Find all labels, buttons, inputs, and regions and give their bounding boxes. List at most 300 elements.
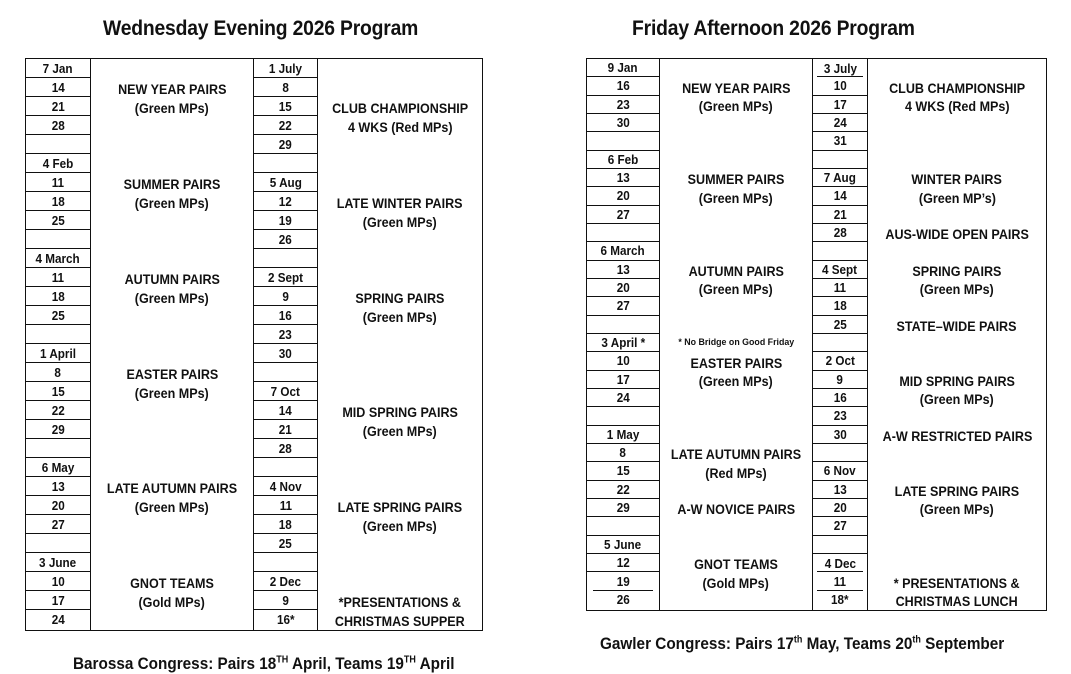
date-cell [587,591,659,609]
date-cell [26,59,90,78]
date-label: 20 [616,280,630,296]
date-cell [813,352,867,370]
date-cell [587,407,659,425]
date-label: 28 [51,117,65,133]
date-label: 2 Oct [825,353,855,369]
event-label [318,99,482,119]
date-cell [587,554,659,572]
friday-events-col-1 [660,59,813,610]
date-label: 31 [833,133,847,149]
date-cell [813,517,867,535]
date-cell [254,515,317,534]
date-cell [254,572,317,591]
gawler-congress-note: Gawler Congress: Pairs 17th May, Teams 20th September [600,634,1005,653]
date-cell [254,363,317,382]
wednesday-events-col-2 [318,59,482,630]
event-text: AUTUMN PAIRS [124,271,220,287]
event-text: SPRING PAIRS [355,290,445,306]
event-label [91,99,253,119]
date-cell [26,496,90,515]
date-cell [813,316,867,334]
date-label: 20 [833,500,847,516]
date-label: 6 March [600,243,646,259]
date-label: 9 [282,592,289,608]
date-cell [254,287,317,306]
date-label: 18* [831,592,849,608]
date-cell [587,316,659,334]
event-label [660,500,812,520]
event-label [660,333,812,353]
event-text: (Green MPs) [363,423,437,439]
date-label: 14 [833,188,847,204]
date-cell [26,382,90,401]
event-label [868,79,1046,99]
event-label [318,213,482,233]
date-label: 6 Nov [824,463,856,479]
date-cell [254,401,317,420]
date-cell [587,132,659,150]
date-cell [813,499,867,517]
date-cell [813,462,867,480]
date-cell [813,389,867,407]
date-cell [813,151,867,169]
event-label [91,574,253,594]
event-label [868,317,1046,337]
date-cell [26,97,90,116]
event-text: (Gold MPs) [702,575,770,591]
date-cell [813,279,867,297]
friday-dates-col-2 [813,59,868,610]
date-cell [587,352,659,370]
date-label: 11 [833,573,847,589]
date-label: 8 [54,364,62,380]
date-label: 16 [278,307,293,323]
date-cell [26,135,90,154]
event-label [660,170,812,190]
date-cell [813,572,867,590]
date-cell [26,211,90,230]
event-text: MID SPRING PAIRS [342,404,458,420]
date-label: 11 [279,497,292,513]
date-cell [587,261,659,279]
date-cell [254,97,317,116]
date-cell [813,407,867,425]
date-cell [587,297,659,315]
date-cell [813,59,867,77]
date-label: 25 [51,212,65,228]
date-label: 27 [616,298,630,314]
date-cell [26,439,90,458]
date-label: 23 [278,326,293,342]
event-label [91,365,253,385]
date-cell [587,517,659,535]
date-cell [587,462,659,480]
date-label: 14 [51,79,65,95]
date-cell [587,169,659,187]
event-label [318,403,482,423]
event-text: SUMMER PAIRS [687,172,785,188]
event-label [868,500,1046,520]
date-label: 22 [51,402,65,418]
date-cell [254,325,317,344]
date-label: 28 [833,225,847,241]
event-label [868,189,1046,209]
event-text: AUS-WIDE OPEN PAIRS [885,227,1029,243]
date-cell [587,334,659,352]
date-cell [813,242,867,260]
date-label: 10 [51,573,65,589]
date-cell [26,116,90,135]
date-cell [813,132,867,150]
date-label: 2 Dec [269,573,302,589]
date-label: 27 [616,206,630,222]
date-cell [813,261,867,279]
event-text: (Green MPs) [920,502,994,518]
date-label: 25 [51,307,65,323]
event-label [660,372,812,392]
date-cell [813,554,867,572]
date-label: 13 [616,170,630,186]
event-text: (Green MPs) [135,100,209,116]
date-cell [254,211,317,230]
date-label: 5 Aug [269,174,302,190]
date-label: 29 [51,421,65,437]
date-label: 27 [833,518,847,534]
date-cell [813,371,867,389]
date-cell [813,591,867,609]
date-cell [26,78,90,97]
date-cell [254,78,317,97]
date-cell [254,610,317,629]
date-label: 23 [616,96,630,112]
event-label [660,262,812,282]
date-cell [254,249,317,268]
date-label: 20 [616,188,630,204]
date-label: 14 [278,402,293,418]
date-cell [587,389,659,407]
wednesday-dates-col-2 [254,59,318,630]
event-label [868,97,1046,117]
date-cell [587,242,659,260]
event-label [318,422,482,442]
event-label [868,170,1046,190]
event-text: WINTER PAIRS [911,172,1003,188]
event-text: (Green MPs) [363,518,437,534]
date-label: 4 Feb [42,155,74,171]
date-cell [254,135,317,154]
date-label: 30 [278,345,293,361]
date-label: 6 Feb [607,151,639,167]
date-label: 12 [278,193,293,209]
date-cell [587,481,659,499]
date-label: 7 Aug [823,170,857,186]
date-label: 29 [278,136,293,152]
date-cell [254,116,317,135]
date-cell [813,77,867,95]
event-text: LATE SPRING PAIRS [894,484,1020,500]
event-text: A-W RESTRICTED PAIRS [882,429,1032,445]
friday-events-col-2 [868,59,1046,610]
event-text: (Green MPs) [699,282,773,298]
event-label [660,97,812,117]
date-cell [254,420,317,439]
event-label [318,593,482,613]
event-text: (Green MPs) [920,392,994,408]
event-text: NEW YEAR PAIRS [117,81,227,97]
date-cell [26,572,90,591]
date-cell [587,187,659,205]
date-label: 11 [51,269,65,285]
date-label: 6 May [41,459,75,475]
event-label [660,445,812,465]
event-text: STATE–WIDE PAIRS [896,319,1017,335]
date-label: 1 April [39,345,76,361]
event-text: LATE AUTUMN PAIRS [670,447,802,463]
event-label [660,574,812,594]
date-cell [813,206,867,224]
date-label: 15 [51,383,65,399]
date-cell [26,344,90,363]
event-text: (Green MPs) [699,190,773,206]
date-label: 7 Jan [43,60,73,76]
event-label [91,479,253,499]
date-cell [26,268,90,287]
date-label: 24 [616,390,630,406]
date-label: 22 [278,117,293,133]
date-cell [26,287,90,306]
event-text: (Red MPs) [705,465,767,481]
event-text: (Green MP’s) [918,190,996,206]
date-cell [254,344,317,363]
date-cell [254,192,317,211]
event-label [91,289,253,309]
date-cell [26,230,90,249]
event-label [318,289,482,309]
date-label: 23 [833,408,847,424]
date-label: 15 [278,98,293,114]
date-cell [587,536,659,554]
date-cell [813,169,867,187]
event-label [660,79,812,99]
date-label: 15 [616,463,630,479]
date-cell [254,477,317,496]
date-label: 16 [616,78,630,94]
event-label [318,118,482,138]
barossa-congress-note: Barossa Congress: Pairs 18TH April, Teams 19TH April [73,654,455,673]
date-label: 18 [51,193,65,209]
date-cell [813,297,867,315]
event-text: AUTUMN PAIRS [688,264,784,280]
event-text: 4 WKS (Red MPs) [347,119,453,135]
date-cell [587,371,659,389]
event-text: EASTER PAIRS [126,366,218,382]
event-label [91,175,253,195]
date-cell [587,499,659,517]
date-cell [254,591,317,610]
wednesday-dates-col-1 [26,59,91,630]
date-label: 9 [836,371,844,387]
date-cell [26,192,90,211]
event-label [868,390,1046,410]
date-cell [254,154,317,173]
event-label [868,225,1046,245]
wednesday-program-table [25,58,483,631]
date-label: 17 [51,592,65,608]
event-text: (Green MPs) [135,195,209,211]
event-text: (Green MPs) [135,385,209,401]
date-label: 16* [276,612,295,627]
date-label: 4 Dec [824,555,856,571]
event-text: (Green MPs) [363,214,437,230]
date-label: 19 [278,212,293,228]
event-text: NEW YEAR PAIRS [681,80,791,96]
date-cell [587,77,659,95]
date-label: 16 [833,390,847,406]
date-cell [254,59,317,78]
event-label [868,592,1046,612]
date-label: 21 [278,421,293,437]
event-text: GNOT TEAMS [694,557,778,573]
date-cell [26,591,90,610]
date-label: 13 [616,261,630,277]
date-label: 18 [278,516,293,532]
date-cell [26,515,90,534]
event-text: SUMMER PAIRS [123,176,221,192]
date-cell [254,534,317,553]
date-cell [26,173,90,192]
event-label [868,280,1046,300]
date-cell [26,553,90,572]
date-cell [26,420,90,439]
date-label: 26 [616,592,630,608]
date-label: 21 [51,98,65,114]
event-text: (Gold MPs) [138,594,206,610]
date-label: 10 [616,353,630,369]
event-text: * PRESENTATIONS & [894,575,1020,591]
event-label [318,498,482,518]
date-cell [813,426,867,444]
date-cell [587,96,659,114]
event-label [318,517,482,537]
date-cell [587,444,659,462]
date-cell [813,96,867,114]
date-cell [813,444,867,462]
date-label: 2 Sept [267,269,304,285]
date-cell [26,477,90,496]
date-cell [587,426,659,444]
event-text: (Green MPs) [699,99,773,115]
event-text: CHRISTMAS LUNCH [895,594,1019,610]
date-cell [254,458,317,477]
date-label: 30 [833,426,847,442]
date-cell [26,325,90,344]
date-label: 4 March [35,250,81,266]
date-label: 3 June [39,554,77,570]
wednesday-events-col-1 [91,59,254,630]
wednesday-program-title: Wednesday Evening 2026 Program [103,17,419,40]
date-label: 25 [278,535,293,551]
event-text: SPRING PAIRS [912,264,1002,280]
date-label: 7 Oct [270,383,301,399]
date-label: 20 [51,497,65,513]
date-cell [813,481,867,499]
date-label: 1 May [606,426,640,442]
date-label: 24 [51,612,65,627]
event-label [868,574,1046,594]
event-label [318,194,482,214]
event-text: *PRESENTATIONS & [338,594,462,610]
date-label: 27 [51,516,65,532]
date-label: 10 [833,78,847,94]
date-label: 25 [833,316,847,332]
date-cell [587,224,659,242]
date-label: 3 April * [601,335,645,351]
event-text: (Green MPs) [920,282,994,298]
date-cell [26,534,90,553]
event-label [318,612,482,632]
event-text: MID SPRING PAIRS [899,374,1015,390]
date-cell [26,154,90,173]
event-label [660,464,812,484]
event-label [660,189,812,209]
date-label: 11 [51,174,65,190]
event-label [660,354,812,374]
event-text: EASTER PAIRS [690,355,782,371]
date-label: 5 June [604,536,642,552]
date-label: 4 Nov [269,478,302,494]
date-label: 24 [833,115,847,131]
date-label: 13 [51,478,65,494]
date-cell [254,382,317,401]
event-text: LATE SPRING PAIRS [337,499,463,515]
event-text: CLUB CHAMPIONSHIP [888,80,1026,96]
event-label [868,427,1046,447]
event-text: LATE AUTUMN PAIRS [106,480,238,496]
date-label: 4 Sept [822,261,858,277]
date-label: 30 [616,115,630,131]
date-cell [26,306,90,325]
date-label: 22 [616,481,630,497]
date-label: 19 [616,573,630,589]
date-cell [26,610,90,629]
date-cell [26,249,90,268]
date-cell [587,206,659,224]
event-label [91,384,253,404]
event-label [318,308,482,328]
friday-dates-col-1 [587,59,660,610]
date-label: 28 [278,440,293,456]
event-label [660,280,812,300]
event-text: GNOT TEAMS [130,575,214,591]
event-label [91,593,253,613]
date-cell [254,496,317,515]
event-label [91,498,253,518]
date-cell [587,572,659,590]
event-text: LATE WINTER PAIRS [337,195,463,211]
event-text: A-W NOVICE PAIRS [677,502,795,518]
date-cell [254,306,317,325]
date-label: 9 [282,288,289,304]
date-cell [26,458,90,477]
date-label: 9 Jan [608,60,638,76]
friday-program-table [586,58,1047,611]
date-label: 18 [833,298,847,314]
date-cell [813,224,867,242]
event-label [868,262,1046,282]
date-cell [813,334,867,352]
date-cell [587,59,659,77]
date-cell [26,363,90,382]
